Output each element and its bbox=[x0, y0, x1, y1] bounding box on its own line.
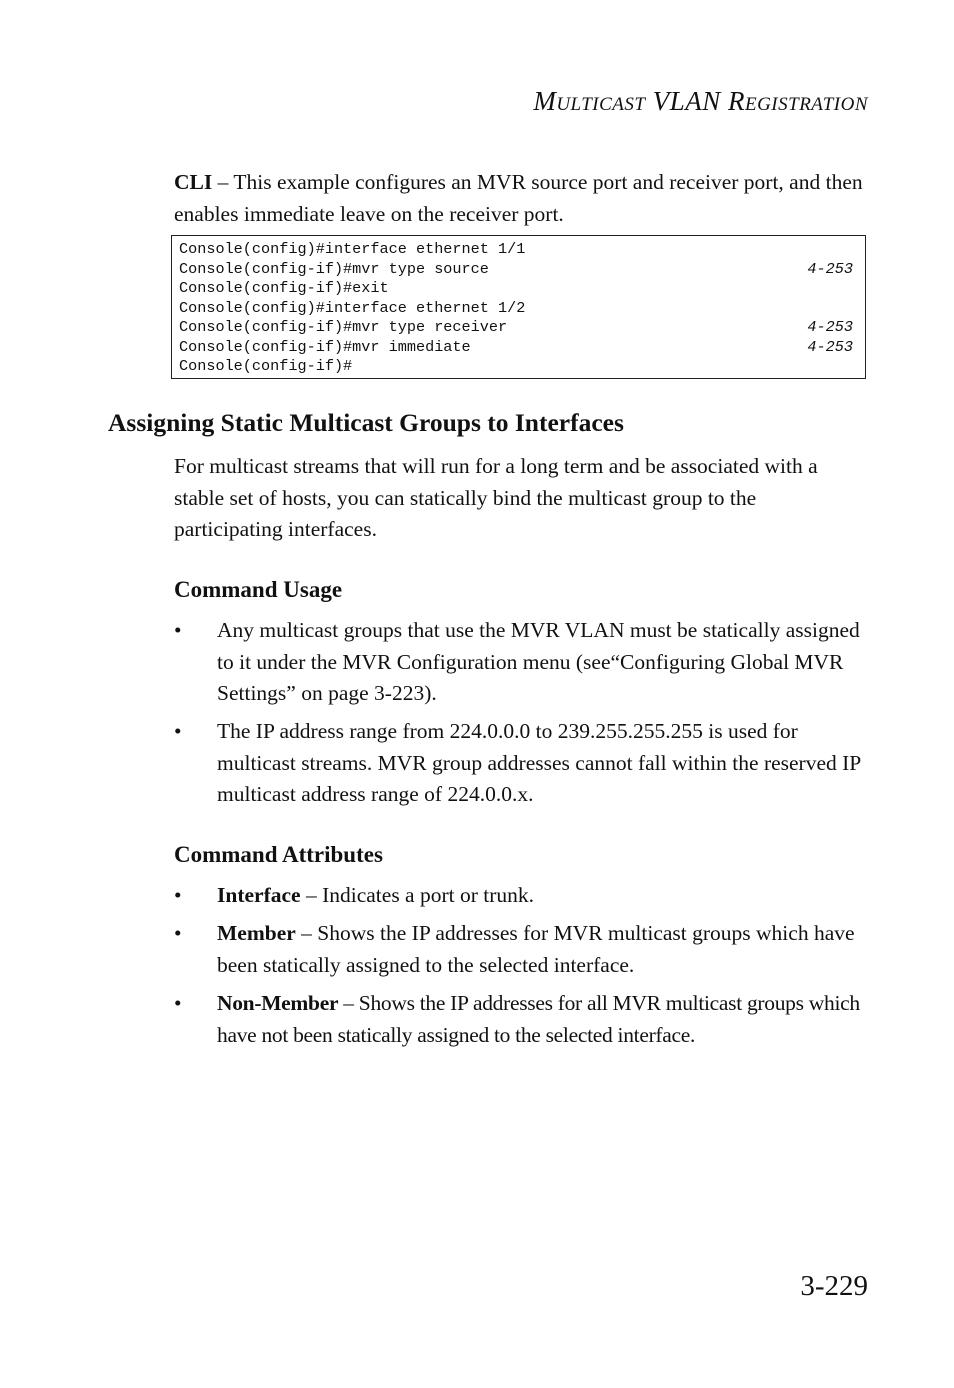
command-usage-heading: Command Usage bbox=[174, 577, 343, 602]
cli-label: CLI bbox=[174, 170, 213, 194]
code-line: Console(config-if)#mvr type source bbox=[179, 259, 489, 278]
attribute-description: – Indicates a port or trunk. bbox=[300, 883, 535, 907]
bullet-marker: • bbox=[174, 991, 182, 1015]
attribute-term: Member bbox=[217, 921, 296, 945]
section-heading: Assigning Static Multicast Groups to Interfaces bbox=[108, 408, 624, 437]
running-header: Multicast VLAN Registration bbox=[533, 86, 868, 116]
cli-code-block bbox=[171, 235, 866, 379]
attribute-description: – Shows the IP addresses for MVR multicast groups which have been statically assigned to the selected interface. bbox=[217, 921, 855, 977]
bullet-marker: • bbox=[174, 921, 182, 945]
code-line: Console(config-if)#exit bbox=[179, 279, 389, 297]
attribute-term: Non-Member bbox=[217, 991, 339, 1015]
cli-intro-text: – This example configures an MVR source port and receiver port, and then enables immediate leave on the receiver port. bbox=[174, 170, 863, 226]
command-attributes-heading: Command Attributes bbox=[174, 842, 383, 867]
code-page-ref: 4-253 bbox=[807, 337, 853, 356]
attribute-list-item bbox=[217, 918, 867, 981]
code-line: Console(config)#interface ethernet 1/2 bbox=[179, 298, 526, 317]
usage-list-item: The IP address range from 224.0.0.0 to 239.255.255.255 is used for multicast streams. MVR group addresses cannot fall within the reserved IP multicast address range of 224.0.0.x. bbox=[217, 719, 861, 806]
code-line: Console(config-if)#mvr type receiver bbox=[179, 318, 508, 336]
code-line: Console(config-if)# bbox=[179, 357, 353, 375]
code-line: Console(config)#interface ethernet 1/1 bbox=[179, 240, 526, 258]
bullet-marker: • bbox=[174, 618, 182, 642]
page-number: 3-229 bbox=[800, 1270, 868, 1302]
code-page-ref: 4-253 bbox=[807, 318, 853, 336]
section-intro-paragraph: For multicast streams that will run for a long term and be associated with a stable set of hosts, you can statically bind the multicast group to the participating interfaces. bbox=[174, 454, 818, 541]
usage-list-item: Any multicast groups that use the MVR VLAN must be statically assigned to it under the MVR Configuration menu (see“Configuring Global MVR Settings” on page 3-223). bbox=[217, 618, 860, 705]
attribute-list-item bbox=[217, 880, 867, 912]
attribute-list-item bbox=[217, 988, 867, 1051]
code-line: Console(config-if)#mvr immediate bbox=[179, 337, 471, 356]
cli-intro-paragraph bbox=[174, 167, 874, 230]
attribute-description: – Shows the IP addresses for all MVR multicast groups which have not been statically assigned to the selected interface. bbox=[217, 991, 860, 1047]
attribute-term: Interface bbox=[217, 883, 301, 907]
code-page-ref: 4-253 bbox=[807, 259, 853, 278]
bullet-marker: • bbox=[174, 883, 182, 907]
bullet-marker: • bbox=[174, 719, 182, 743]
